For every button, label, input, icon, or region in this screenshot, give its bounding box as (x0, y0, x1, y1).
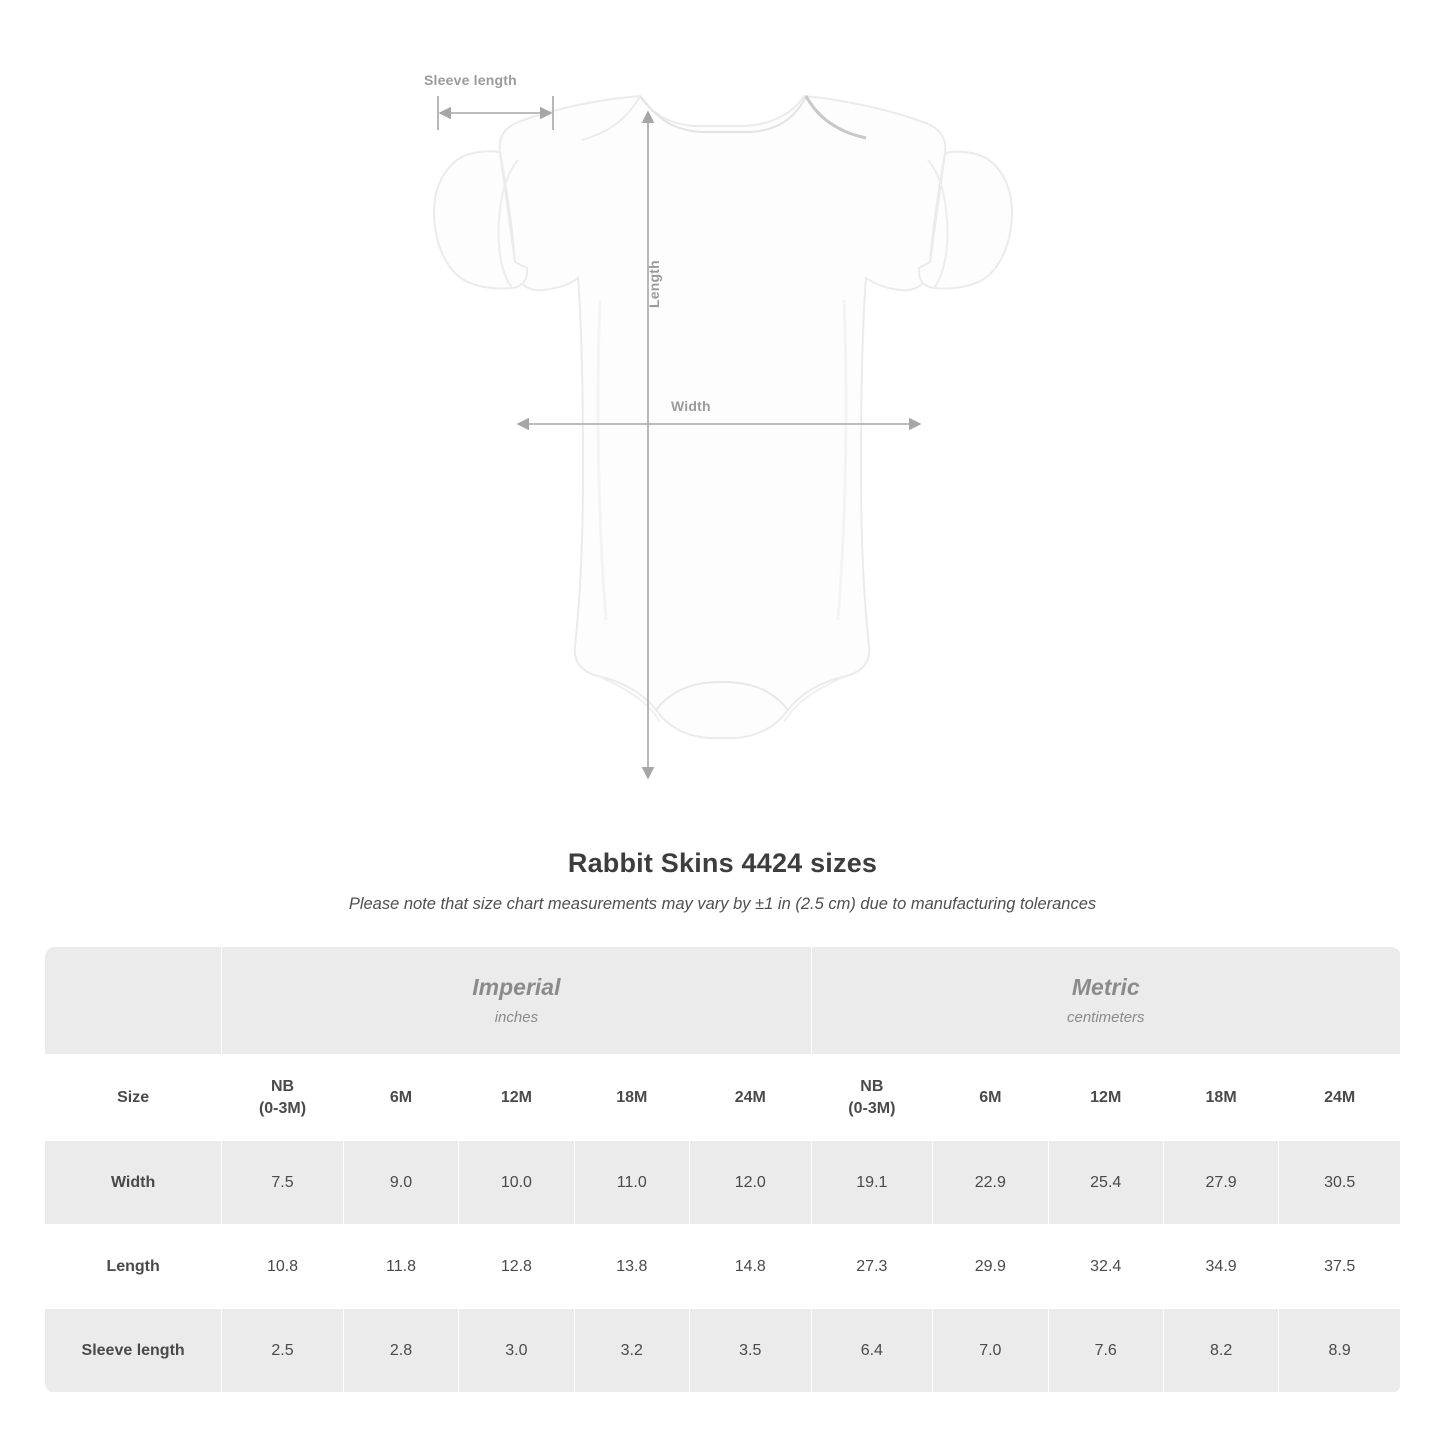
unit-group-metric (811, 947, 1400, 1055)
cell-sleeve-12m-in: 3.0 (459, 1309, 574, 1393)
column-header-12m-imperial: 12M (459, 1055, 574, 1141)
column-header-6m-metric: 6M (933, 1055, 1048, 1141)
column-header-24m-metric: 24M (1279, 1055, 1401, 1141)
column-header-sub: (0-3M) (848, 1099, 896, 1117)
cell-length-6m-cm: 29.9 (933, 1225, 1048, 1309)
column-header-18m-imperial: 18M (574, 1055, 689, 1141)
unit-group-imperial (222, 947, 811, 1055)
cell-width-24m-in: 12.0 (689, 1141, 811, 1225)
column-header-nb-imperial (222, 1055, 344, 1141)
unit-group-row (45, 947, 1401, 1055)
cell-length-12m-in: 12.8 (459, 1225, 574, 1309)
table-row (45, 1225, 1401, 1309)
cell-width-18m-in: 11.0 (574, 1141, 689, 1225)
cell-sleeve-24m-cm: 8.9 (1279, 1309, 1401, 1393)
unit-corner-cell (45, 947, 222, 1055)
column-header-6m-imperial: 6M (343, 1055, 458, 1141)
column-header-12m-metric: 12M (1048, 1055, 1163, 1141)
width-label: Width (671, 398, 711, 414)
length-label: Length (646, 260, 662, 308)
cell-sleeve-nb-cm: 6.4 (811, 1309, 933, 1393)
cell-length-18m-cm: 34.9 (1163, 1225, 1278, 1309)
cell-width-6m-cm: 22.9 (933, 1141, 1048, 1225)
column-header-18m-metric: 18M (1163, 1055, 1278, 1141)
unit-group-imperial-sub: inches (494, 1009, 539, 1027)
cell-length-nb-cm: 27.3 (811, 1225, 933, 1309)
cell-width-12m-in: 10.0 (459, 1141, 574, 1225)
column-header-nb-metric (811, 1055, 933, 1141)
cell-sleeve-12m-cm: 7.6 (1048, 1309, 1163, 1393)
title-block (0, 848, 1445, 914)
cell-sleeve-nb-in: 2.5 (222, 1309, 344, 1393)
column-header-main: NB (270, 1077, 295, 1095)
row-label-length: Length (45, 1225, 222, 1309)
column-header-sub: (0-3M) (258, 1099, 307, 1117)
cell-sleeve-24m-in: 3.5 (689, 1309, 811, 1393)
cell-length-12m-cm: 32.4 (1048, 1225, 1163, 1309)
size-chart-table (44, 946, 1401, 1393)
table-row (45, 1141, 1401, 1225)
tolerance-note: Please note that size chart measurements may vary by ±1 in (2.5 cm) due to manufacturing tolerances (348, 895, 1097, 913)
unit-group-metric-sub: centimeters (1067, 1009, 1145, 1027)
cell-sleeve-6m-cm: 7.0 (933, 1309, 1048, 1393)
cell-sleeve-18m-in: 3.2 (574, 1309, 689, 1393)
cell-sleeve-18m-cm: 8.2 (1163, 1309, 1278, 1393)
size-table-wrap (44, 946, 1401, 1393)
cell-sleeve-6m-in: 2.8 (343, 1309, 458, 1393)
cell-length-18m-in: 13.8 (574, 1225, 689, 1309)
cell-length-nb-in: 10.8 (222, 1225, 344, 1309)
sleeve-length-label: Sleeve length (424, 72, 517, 88)
table-row (45, 1309, 1401, 1393)
cell-length-6m-in: 11.8 (343, 1225, 458, 1309)
unit-group-imperial-name: Imperial (472, 973, 561, 1000)
cell-width-18m-cm: 27.9 (1163, 1141, 1278, 1225)
bodysuit-shape (434, 96, 1012, 738)
cell-width-24m-cm: 30.5 (1279, 1141, 1401, 1225)
cell-width-6m-in: 9.0 (343, 1141, 458, 1225)
row-label-width: Width (45, 1141, 222, 1225)
cell-width-12m-cm: 25.4 (1048, 1141, 1163, 1225)
page-title: Rabbit Skins 4424 sizes (567, 848, 878, 878)
size-header-row (45, 1055, 1401, 1141)
cell-width-nb-in: 7.5 (222, 1141, 344, 1225)
column-header-main: NB (860, 1077, 884, 1095)
row-label-sleeve-length: Sleeve length (45, 1309, 222, 1393)
header-size-label: Size (45, 1055, 222, 1141)
cell-length-24m-cm: 37.5 (1279, 1225, 1401, 1309)
column-header-24m-imperial: 24M (689, 1055, 811, 1141)
cell-length-24m-in: 14.8 (689, 1225, 811, 1309)
unit-group-metric-name: Metric (1071, 973, 1140, 1000)
cell-width-nb-cm: 19.1 (811, 1141, 933, 1225)
